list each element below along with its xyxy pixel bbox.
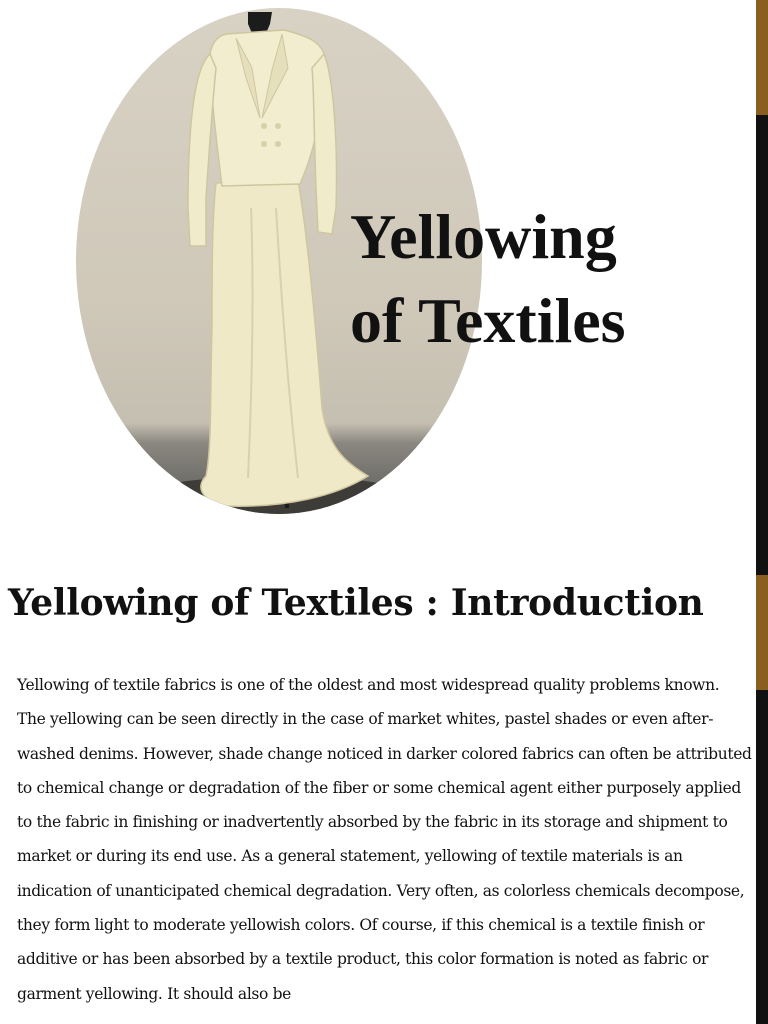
- edge-bar-dark-top: [756, 115, 768, 575]
- introduction-slide: [0, 560, 756, 1024]
- edge-bar-accent-middle: [756, 575, 768, 690]
- introduction-body: Yellowing of textile fabrics is one of the oldest and most widespread quality problems known. The yellowing can be seen directly in the case of market whites, pastel shades or even after-washed denims. However, shade change noticed in darker colored fabrics can often be attributed to chemical change or degradation of the fiber or some chemical agent either purposely applied to the fabric in finishing or inadvertently absorbed by the fabric in its storage and shipment to market or during its end use. As a general statement, yellowing of textile materials is an indication of unanticipated chemical degradation. Very often, as colorless chemicals decompose, they form light to moderate yellowish colors. Of course, if this chemical is a textile finish or additive or has been absorbed by a textile product, this color formation is noted as fabric or garment yellowing. It should also be: [17, 676, 752, 1003]
- edge-bar-dark-bottom: [756, 690, 768, 1024]
- main-title: [350, 195, 626, 363]
- edge-bar-accent-top: [756, 0, 768, 115]
- introduction-title: Yellowing of Textiles : Introduction: [8, 582, 704, 624]
- main-title-line2: of Textiles: [350, 285, 626, 356]
- main-title-line1: Yellowing: [350, 201, 617, 272]
